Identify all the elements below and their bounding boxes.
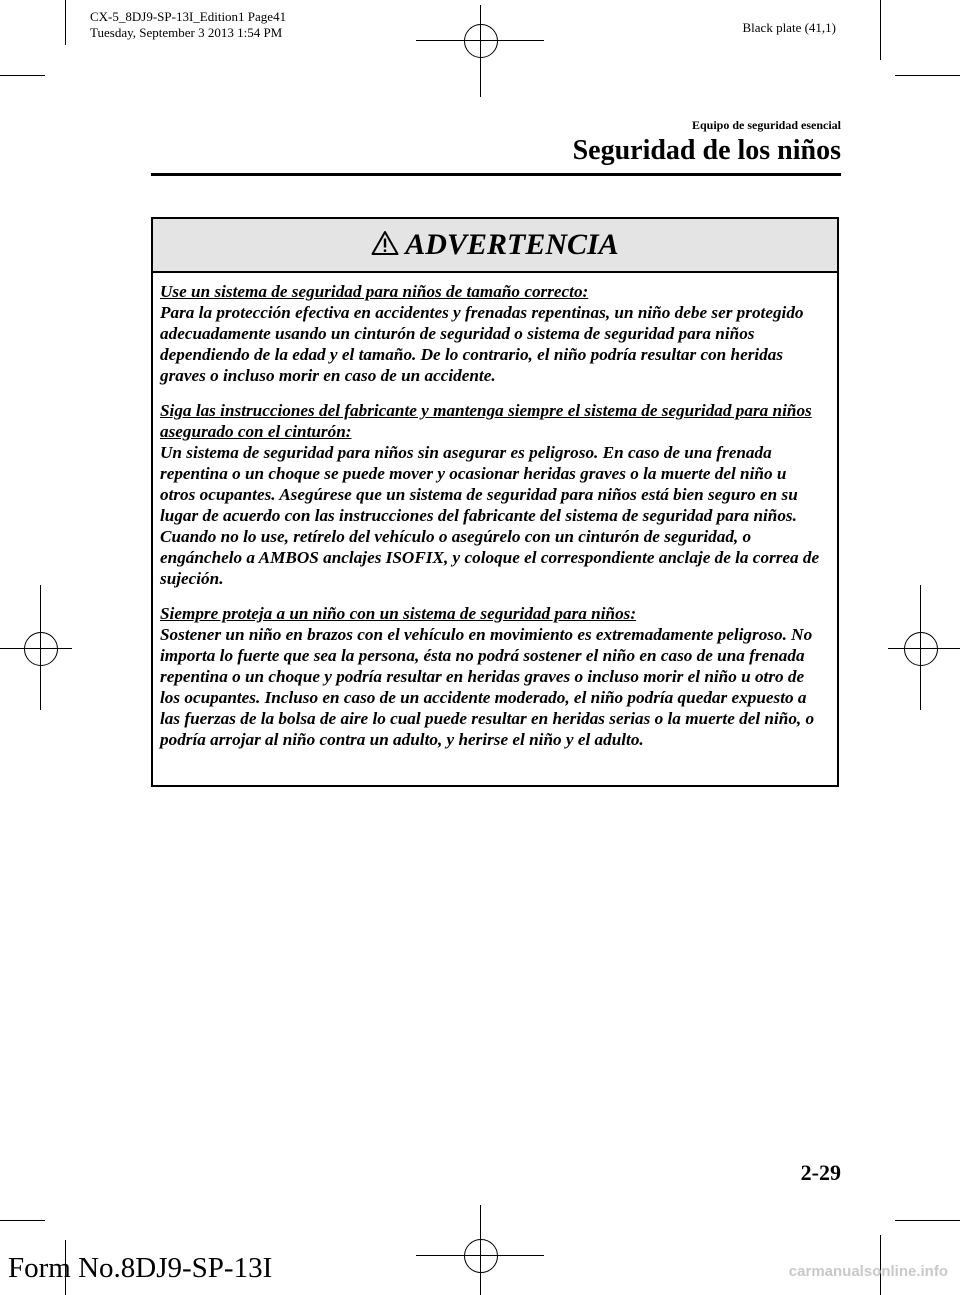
print-slug <box>90 9 286 41</box>
warning-body <box>153 273 837 750</box>
print-slug-line1: CX-5_8DJ9-SP-13I_Edition1 Page41 <box>90 9 287 24</box>
warning-paragraph-heading: Siempre proteja a un niño con un sistema de seguridad para niños: <box>160 604 637 623</box>
registration-mark-top <box>464 24 498 58</box>
section-title: Seguridad de los niños <box>572 135 841 166</box>
warning-paragraph <box>160 400 825 589</box>
warning-triangle-icon <box>371 230 399 261</box>
print-slug-line2: Tuesday, September 3 2013 1:54 PM <box>90 25 283 40</box>
registration-mark-left <box>24 632 58 666</box>
warning-paragraph-heading: Siga las instrucciones del fabricante y mantenga siempre el sistema de seguridad para niños asegurado con el cinturón: <box>160 401 812 441</box>
warning-paragraph-text: Un sistema de seguridad para niños sin asegurar es peligroso. En caso de una frenada repentina o un choque se puede mover y ocasionar heridas graves o la muerte del niño u otros ocupantes. Asegúrese que un sistema de seguridad para niños está bien seguro en su lugar de acuerdo con las instrucciones del fabricante del sistema de seguridad para niños. Cuando no lo use, retírelo del vehículo o asegúrelo con un cinturón de seguridad, o engánchelo a AMBOS anclajes ISOFIX, y coloque el correspondiente anclaje de la correa de sujeción. <box>160 443 820 588</box>
section-label: Equipo de seguridad esencial <box>691 118 841 132</box>
registration-mark-bottom <box>464 1239 498 1273</box>
warning-paragraph-heading: Use un sistema de seguridad para niños de tamaño correcto: <box>160 282 589 301</box>
warning-header <box>153 219 837 273</box>
registration-mark-right <box>904 632 938 666</box>
warning-paragraph <box>160 281 825 386</box>
page-number: 2-29 <box>800 1160 841 1185</box>
warning-paragraph-text: Para la protección efectiva en accidentes y frenadas repentinas, un niño debe ser protegido adecuadamente usando un cinturón de seguridad o sistema de seguridad para niños dependiendo de la edad y el tamaño. De lo contrario, el niño podría resultar con heridas graves o incluso morir en caso de un accidente. <box>160 303 804 385</box>
warning-box <box>151 217 839 787</box>
watermark: carmanualsonline.info <box>788 1263 948 1280</box>
warning-paragraph-text: Sostener un niño en brazos con el vehículo en movimiento es extremadamente peligroso. No importa lo fuerte que sea la persona, ésta no podrá sostener el niño en caso de una frenada repentina o un choque y podría resultar en heridas graves o incluso morir el niño u otro de los ocupantes. Incluso en caso de un accidente moderado, el niño podría quedar expuesto a las fuerzas de la bolsa de aire lo cual puede resultar en heridas serias o la muerte del niño, o podría arrojar al niño contra un adulto, y herirse el niño y el adulto. <box>160 625 815 749</box>
form-number: Form No.8DJ9-SP-13I <box>8 1252 273 1284</box>
warning-paragraph <box>160 603 825 750</box>
plate-label: Black plate (41,1) <box>742 20 836 35</box>
warning-title: ADVERTENCIA <box>405 228 619 261</box>
header-rule <box>151 173 841 176</box>
